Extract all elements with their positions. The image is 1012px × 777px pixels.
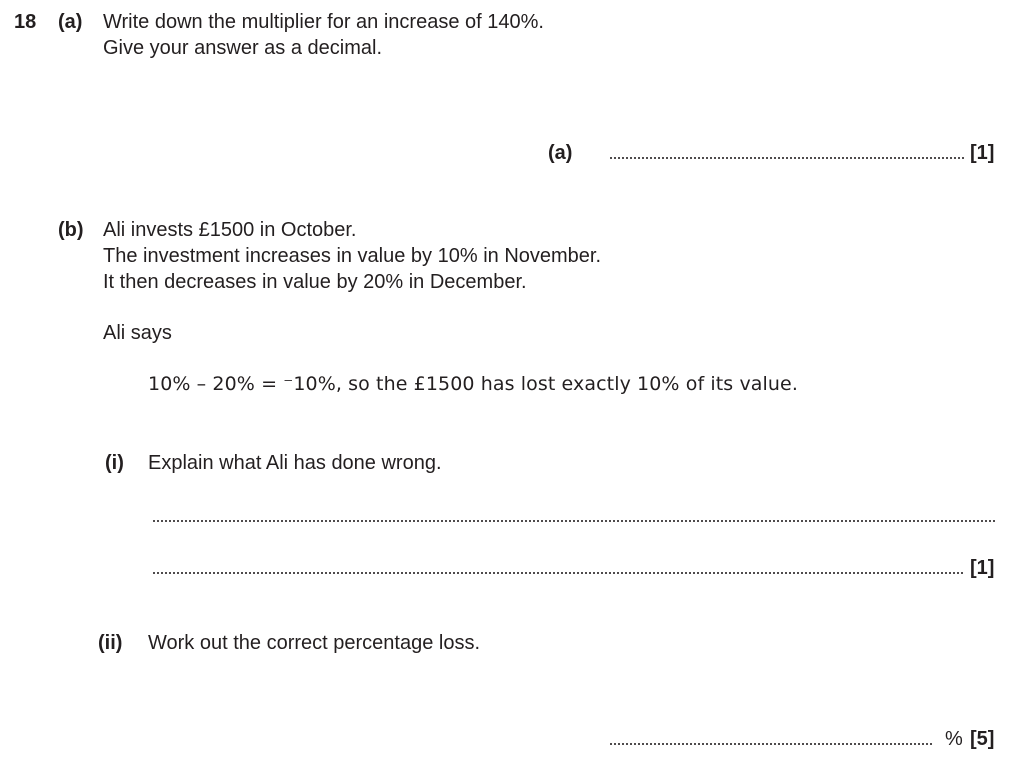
ali-says-text: Ali says xyxy=(103,322,172,344)
part-a-answer-label: (a) xyxy=(548,142,573,164)
question-number: 18 xyxy=(14,11,37,33)
part-b-text-line2: The investment increases in value by 10% in November. xyxy=(103,245,602,267)
part-a-text-line1: Write down the multiplier for an increase of 140%. xyxy=(103,11,544,33)
part-b-text-line3: It then decreases in value by 20% in December. xyxy=(103,271,527,293)
sub-ii-marks: [5] xyxy=(970,728,995,750)
part-b-label: (b) xyxy=(58,219,84,241)
part-a-label: (a) xyxy=(58,11,83,33)
sub-i-text: Explain what Ali has done wrong. xyxy=(148,452,442,474)
sub-ii-label: (ii) xyxy=(98,632,123,654)
part-a-marks: [1] xyxy=(970,142,995,164)
ali-quote: 10% – 20% = ⁻10%, so the £1500 has lost exactly 10% of its value. xyxy=(148,373,798,395)
sub-i-marks: [1] xyxy=(970,557,995,579)
sub-i-answer-line-2[interactable] xyxy=(152,572,965,574)
part-a-answer-line[interactable] xyxy=(609,157,965,159)
part-b-text-line1: Ali invests £1500 in October. xyxy=(103,219,357,241)
sub-ii-text: Work out the correct percentage loss. xyxy=(148,632,481,654)
sub-i-answer-line-1[interactable] xyxy=(152,520,997,522)
sub-ii-unit: % xyxy=(945,728,963,750)
sub-ii-answer-line[interactable] xyxy=(609,743,934,745)
part-a-text-line2: Give your answer as a decimal. xyxy=(103,37,383,59)
sub-i-label: (i) xyxy=(105,452,124,474)
